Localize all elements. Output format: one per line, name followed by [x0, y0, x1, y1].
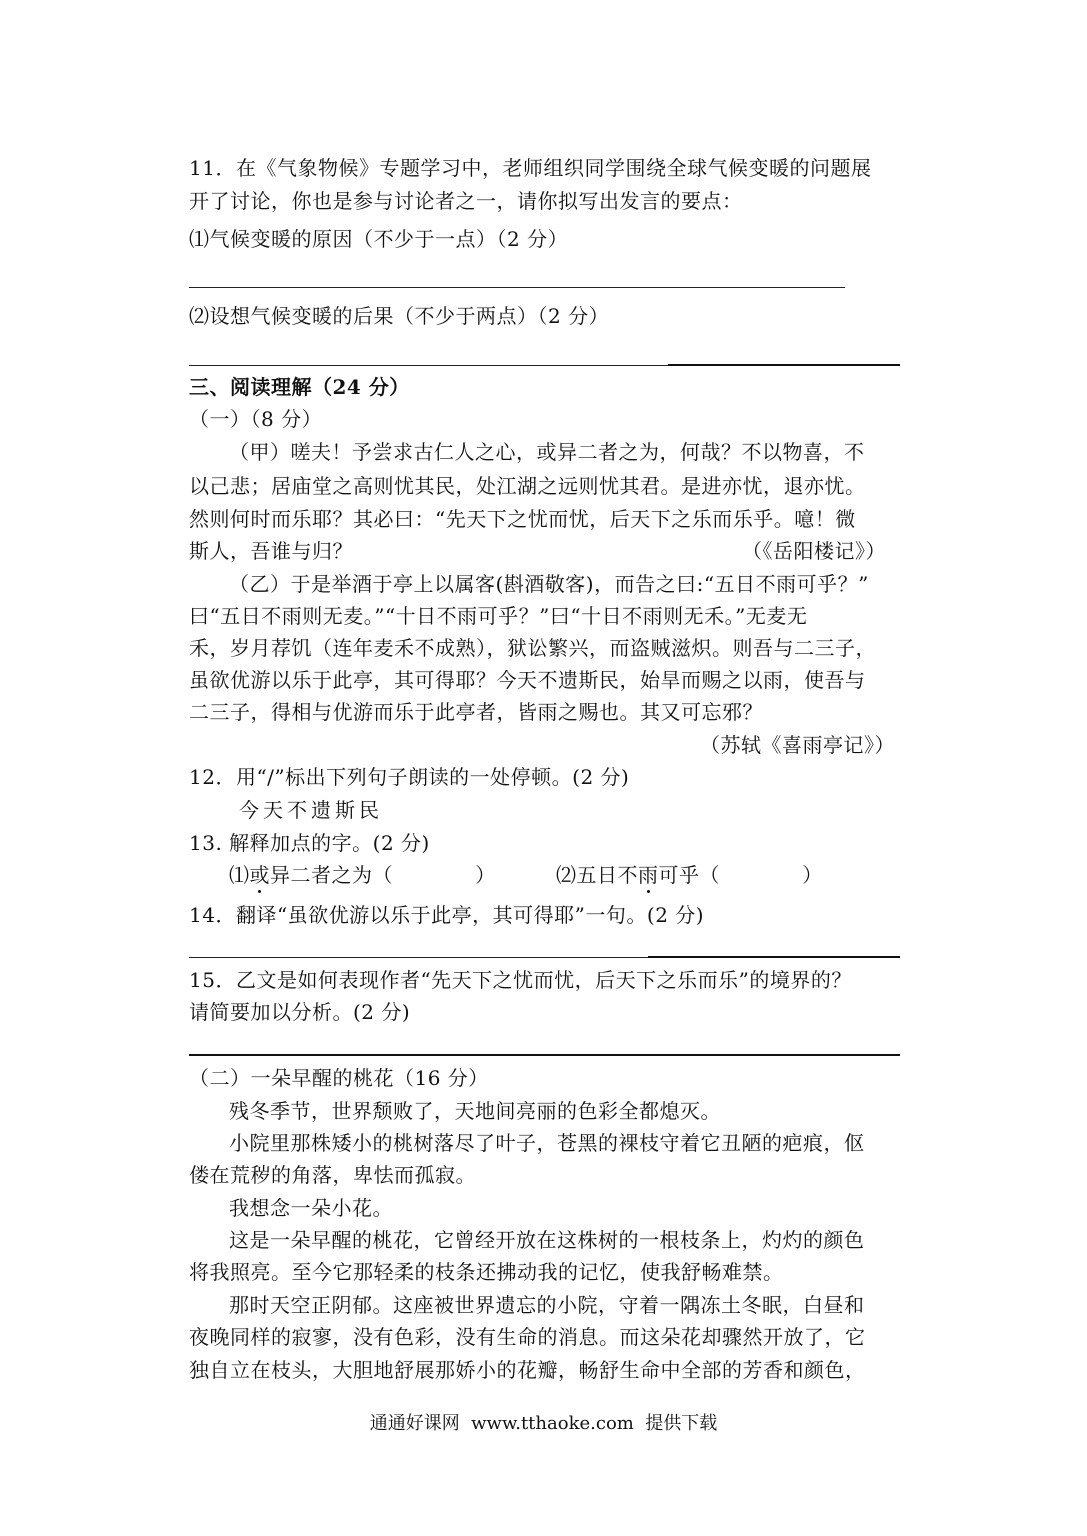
answer-line-q14 — [189, 957, 649, 958]
q11-sub1: ⑴气候变暖的原因（不少于一点）（2 分） — [189, 227, 569, 251]
answer-line-q11-2-thick — [668, 364, 900, 366]
part2-heading: （二）一朵早醒的桃花（16 分） — [189, 1066, 489, 1090]
emphasis-dot-char: 或 — [249, 863, 270, 887]
passage-yi-line: （乙）于是举酒于亭上以属客(斟酒敬客)，而告之曰:“五日不雨可乎？” — [229, 572, 869, 596]
q13-item2 — [556, 861, 823, 889]
answer-line-q14-thick — [648, 956, 900, 958]
q13-item2-text-post: 可乎（ ） — [658, 863, 823, 887]
q11-sub2: ⑵设想气候变暖的后果（不少于两点）（2 分） — [189, 304, 610, 328]
passage2-line: 这是一朵早醒的桃花，它曾经开放在这株树的一根枝条上，灼灼的颜色 — [229, 1228, 865, 1252]
q15-line2: 请简要加以分析。(2 分) — [189, 1000, 411, 1024]
passage2-line: 小院里那株矮小的桃树落尽了叶子，苍黑的裸枝守着它丑陋的疤痕，伛 — [229, 1131, 865, 1155]
q11-line1: 11．在《气象物候》专题学习中，老师组织同学围绕全球气候变暖的问题展 — [189, 156, 872, 180]
page-footer: 通通好课网 www.tthaoke.com 提供下载 — [369, 1413, 718, 1434]
q11-line2: 开了讨论，你也是参与讨论者之一，请你拟写出发言的要点： — [189, 189, 743, 213]
passage2-line: 偻在荒秽的角落，卑怯而孤寂。 — [189, 1163, 476, 1187]
q13-item1-number: ⑴ — [229, 863, 250, 887]
passage-yi-line: 二三子，得相与优游而乐于此亭者，皆雨之赐也。其又可忘邪？ — [189, 700, 763, 724]
passage-yi-line: 禾，岁月荐饥（连年麦禾不成熟），狱讼繁兴，而盗贼滋炽。则吾与二三子， — [189, 636, 876, 660]
q13-item2-text-pre: ⑵五日不 — [556, 863, 638, 887]
passage2-line: 我想念一朵小花。 — [229, 1196, 393, 1220]
passage-jia-source: （《岳阳楼记》） — [742, 539, 886, 563]
passage-jia-line: 以己悲；居庙堂之高则忧其民，处江湖之远则忧其君。是进亦忧，退亦忧。 — [189, 474, 866, 498]
passage-jia-line: 斯人，吾谁与归？ — [189, 539, 353, 563]
passage-yi-source: （苏轼《喜雨亭记》） — [700, 733, 895, 757]
q15-line1: 15．乙文是如何表现作者“先天下之忧而忧，后天下之乐而乐”的境界的？ — [189, 968, 852, 992]
part1-heading: （一）（8 分） — [189, 407, 323, 431]
passage2-line: 将我照亮。至今它那轻柔的枝条还拂动我的记忆，使我舒畅难禁。 — [189, 1260, 784, 1284]
passage2-line: 残冬季节，世界颓败了，天地间亮丽的色彩全都熄灭。 — [229, 1099, 721, 1123]
q14-line: 14．翻译“虽欲优游以乐于此亭，其可得耶”一句。(2 分) — [189, 903, 705, 927]
passage-yi-line: 虽欲优游以乐于此亭，其可得耶？今天不遗斯民，始旱而赐之以雨，使吾与 — [189, 668, 866, 692]
q13-line: 13. 解释加点的字。(2 分) — [189, 831, 430, 855]
emphasis-dot-char: 雨 — [638, 863, 659, 887]
answer-line-q11-2 — [189, 365, 669, 366]
section-heading: 三、阅读理解（24 分） — [189, 375, 410, 399]
passage-yi-line: 曰“五日不雨则无麦。”“十日不雨可乎？”曰“十日不雨则无禾。”无麦无 — [189, 604, 808, 628]
q13-item1 — [229, 861, 496, 889]
passage2-line: 夜晚同样的寂寥，没有色彩，没有生命的消息。而这朵花却骤然开放了，它 — [189, 1325, 866, 1349]
answer-line-q11-1 — [189, 287, 845, 288]
q13-item1-text: 异二者之为（ ） — [270, 863, 496, 887]
passage-jia-line: 然则何时而乐耶？其必曰：“先天下之忧而忧，后天下之乐而乐乎。噫！微 — [189, 507, 856, 531]
q12-line: 12．用“/”标出下列句子朗读的一处停顿。(2 分) — [189, 765, 630, 789]
passage2-line: 那时天空正阴郁。这座被世界遗忘的小院，守着一隅冻土冬眠，白昼和 — [229, 1293, 865, 1317]
answer-line-q15 — [189, 1054, 900, 1056]
q12-sentence: 今天不遗斯民 — [239, 798, 383, 822]
passage2-line: 独自立在枝头，大胆地舒展那娇小的花瓣，畅舒生命中全部的芳香和颜色， — [189, 1358, 866, 1382]
passage-jia-line: （甲）嗟夫！予尝求古仁人之心，或异二者之为，何哉？不以物喜，不 — [229, 440, 865, 464]
